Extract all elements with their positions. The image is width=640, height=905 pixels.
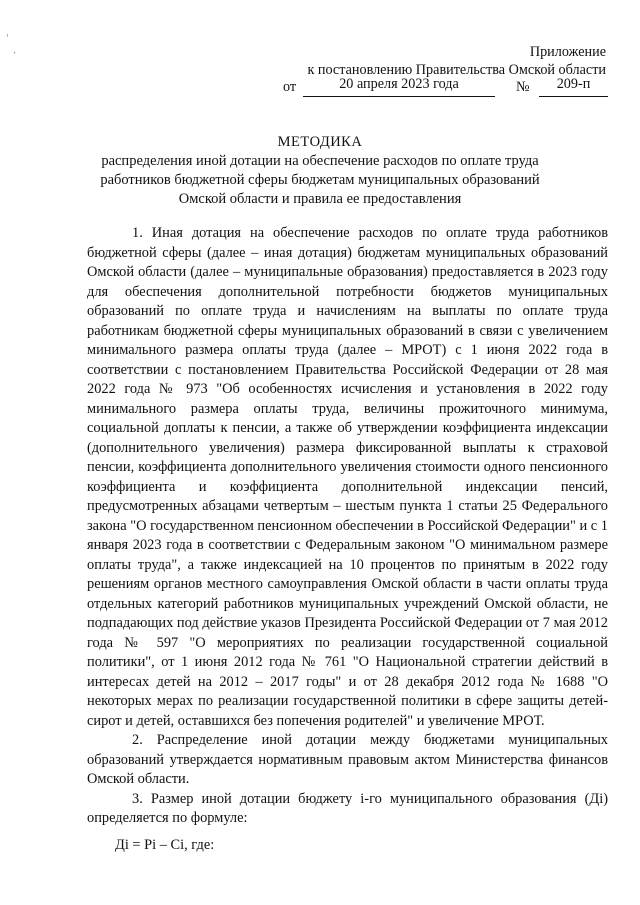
from-label: от: [283, 79, 297, 95]
paragraph-2: 2. Распределение иной дотации между бюджетами муниципальных образований утверждается нормативным правовым актом Министерства финансов Омской области.: [87, 732, 608, 787]
paragraph-1: 1. Иная дотация на обеспечение расходов по оплате труда работников бюджетной сферы (далее – иная дотация) бюджетам муниципальных образований Омской области (далее – муниципальные образования) предоставляется в 2023 году для обеспечения дополнительной потребности бюджетов муниципальных образований по оплате труда и начислениям на выплаты по оплате труда работникам бюджетной сферы муниципальных образований в связи с увеличением минимального размера оплаты труда (далее – МРОТ) с 1 июня 2022 года в соответствии с постановлением Правительства Российской Федерации от 28 мая 2022 года № 973 "Об особенностях исчисления и установления в 2022 году минимального размера оплаты труда, величины прожиточного минимума, социальной доплаты к пенсии, а также об утверждении коэффициента индексации (дополнительного увеличения) размера фиксированной выплаты к страховой пенсии, коэффициента дополнительного увеличения стоимости одного пенсионного коэффициента и коэффициента дополнительной индексации пенсий, предусмотренных абзацами четвертым – шестым пункта 1 статьи 25 Федерального закона "О государственном пенсионном обеспечении в Российской Федерации" и с 1 января 2023 года в соответствии с Федеральным законом "О минимальном размере оплаты труда", а также индексацией на 10 процентов по принятым в 2022 году решениям органов местного самоуправления Омской области в части оплаты труда отдельных категорий работников муниципальных учреждений Омской области, не подпадающих под действие указов Президента Российской Федерации от 7 мая 2012 года № 597 "О мероприятиях по реализации государственной социальной политики", от 1 июня 2012 года № 761 "О Национальной стратегии действий в интересах детей на 2012 – 2017 годы" и от 28 декабря 2012 года № 1688 "О некоторых мерах по реализации государственной политики в сфере защиты детей-сирот и детей, оставшихся без попечения родителей" и увеличение МРОТ.: [87, 225, 608, 729]
order-number: 209-п: [556, 76, 591, 92]
order-date-number-line: [283, 76, 608, 99]
document-subtitle-line: Омской области и правила ее предоставления: [178, 191, 462, 207]
date-underline: [303, 76, 495, 97]
document-title: МЕТОДИКА: [277, 134, 363, 150]
number-label: №: [516, 79, 530, 95]
document-heading: [60, 133, 580, 209]
appendix-reference: к постановлению Правительства Омской области: [307, 62, 606, 78]
paragraph-3: 3. Размер иной дотации бюджету i-го муниципального образования (Дi) определяется по формуле:: [87, 790, 608, 826]
formula: Дi = Pi – Ci, где:: [115, 837, 215, 853]
scan-margin-mark: ,: [13, 45, 17, 56]
appendix-block: [307, 43, 606, 79]
appendix-title: Приложение: [529, 44, 606, 60]
document-subtitle-line: распределения иной дотации на обеспечение расходов по оплате труда: [101, 153, 539, 169]
order-date: 20 апреля 2023 года: [339, 76, 459, 92]
document-subtitle-line: работников бюджетной сферы бюджетам муниципальных образований: [100, 172, 540, 188]
document-body: [87, 224, 608, 829]
scan-margin-mark: ': [6, 33, 9, 44]
number-underline: [539, 76, 608, 97]
